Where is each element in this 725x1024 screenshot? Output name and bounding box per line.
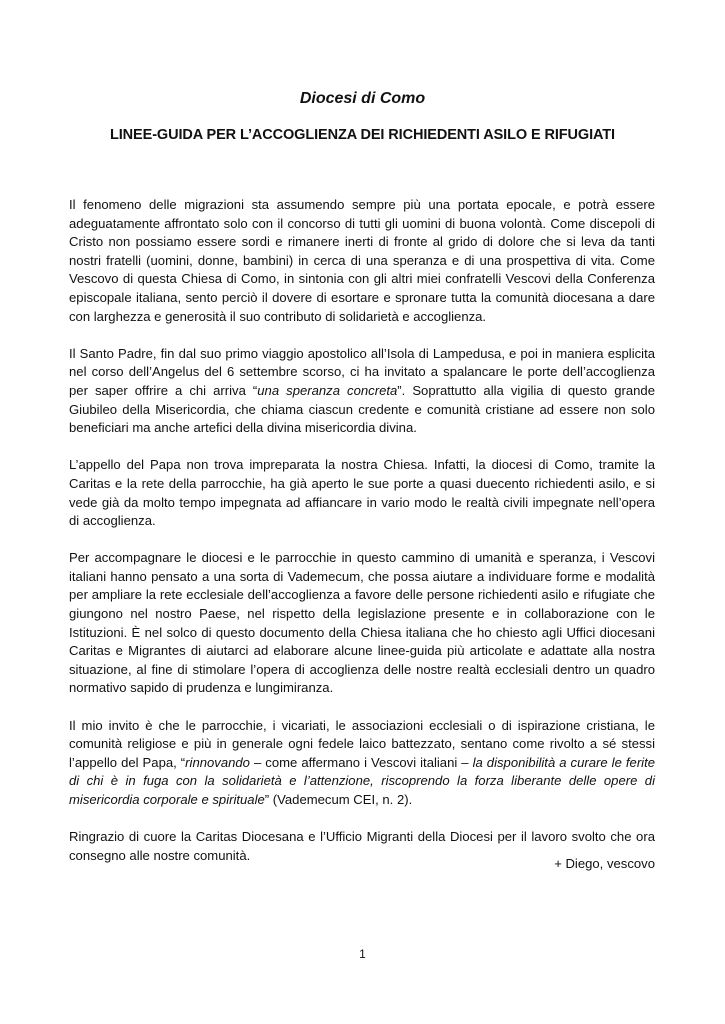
paragraph-5-quote: la disponibilità a curare le ferite di chi è in fuga con la solidarietà e l’attenzione, riscoprendo la forza liberante delle opere di misericordia corporale e spirituale xyxy=(69,754,656,807)
document-body xyxy=(69,196,655,884)
paragraph-2-quote: una speranza concreta xyxy=(257,382,398,398)
paragraph-5-text-a: Il mio invito è che le parrocchie, i vicariati, le associazioni ecclesiali o di ispirazione cristiana, le comunità religiose e più in generale ogni fedele laico battezzato, sentano come rivolto a sé stessi l’appello del Papa, “ xyxy=(69,717,655,770)
paragraph-5 xyxy=(69,717,655,810)
page-number: 1 xyxy=(359,947,366,961)
paragraph-5-text-e: ” (Vademecum CEI, n. 2). xyxy=(264,792,413,807)
paragraph-2 xyxy=(69,345,655,438)
document-title: LINEE-GUIDA PER L’ACCOGLIENZA DEI RICHIEDENTI ASILO E RIFUGIATI xyxy=(110,127,615,143)
paragraph-5-text-c: – come affermano i Vescovi italiani – xyxy=(249,754,473,770)
diocese-heading: Diocesi di Como xyxy=(299,90,426,107)
paragraph-4: Per accompagnare le diocesi e le parrocchie in questo cammino di umanità e speranza, i Vescovi italiani hanno pensato a una sorta di Vademecum, che possa aiutare a individuare forme e modalità per ampliare la rete ecclesiale dell’accoglienza a favore delle persone richiedenti asilo e rifugiate che giungono nel nostro Paese, nel rispetto della legislazione presente e in collaborazione con le Istituzioni. È nel solco di questo documento della Chiesa italiana che ho chiesto agli Uffici diocesani Caritas e Migrantes di aiutarci ad elaborare alcune linee-guida più articolate e adattate alla nostra situazione, al fine di stimolare l’opera di accoglienza delle nostre realtà ecclesiali dentro un quadro normativo sapido di prudenza e lungimiranza. xyxy=(69,550,655,696)
paragraph-6: Ringrazio di cuore la Caritas Diocesana e l’Ufficio Migranti della Diocesi per il lavoro svolto che ora consegno alle nostre comunità. xyxy=(69,829,655,863)
paragraph-2-text-a: Il Santo Padre, fin dal suo primo viaggio apostolico all’Isola di Lampedusa, e poi in maniera esplicita nel corso dell’Angelus del 6 settembre scorso, ci ha invitato a spalancare le porte dell’accoglienza per saper offrire a chi arriva “ xyxy=(69,345,655,398)
signature: + Diego, vescovo xyxy=(554,856,655,871)
paragraph-1: Il fenomeno delle migrazioni sta assumendo sempre più una portata epocale, e potrà essere adeguatamente affrontato solo con il concorso di tutti gli uomini di buona volontà. Come discepoli di Cristo non possiamo essere sordi e rimanere inerti di fronte al grido di dolore che si leva da tanti nostri fratelli (uomini, donne, bambini) in cerca di una speranza e di una prospettiva di vita. Come Vescovo di questa Chiesa di Como, in sintonia con gli altri miei confratelli Vescovi della Conferenza episcopale italiana, sento perciò il dovere di esortare e spronare tutta la comunità diocesana a dare con larghezza e generosità il suo contributo di solidarietà e accoglienza. xyxy=(69,197,655,324)
paragraph-5-quote-word: rinnovando xyxy=(185,754,250,770)
paragraph-2-text-c: ”. Soprattutto alla vigilia di questo grande Giubileo della Misericordia, che chiama ciascun credente e comunità cristiane ad essere non solo beneficiari ma anche artefici della divina misericordia divina. xyxy=(69,382,655,436)
paragraph-3: L’appello del Papa non trova impreparata la nostra Chiesa. Infatti, la diocesi di Como, tramite la Caritas e la rete della parrocchie, ha già aperto le sue porte a quasi duecento richiedenti asilo, e si vede già da molto tempo impegnata ad affiancare in vario modo le realtà civili impegnate nell’opera di accoglienza. xyxy=(69,457,655,529)
